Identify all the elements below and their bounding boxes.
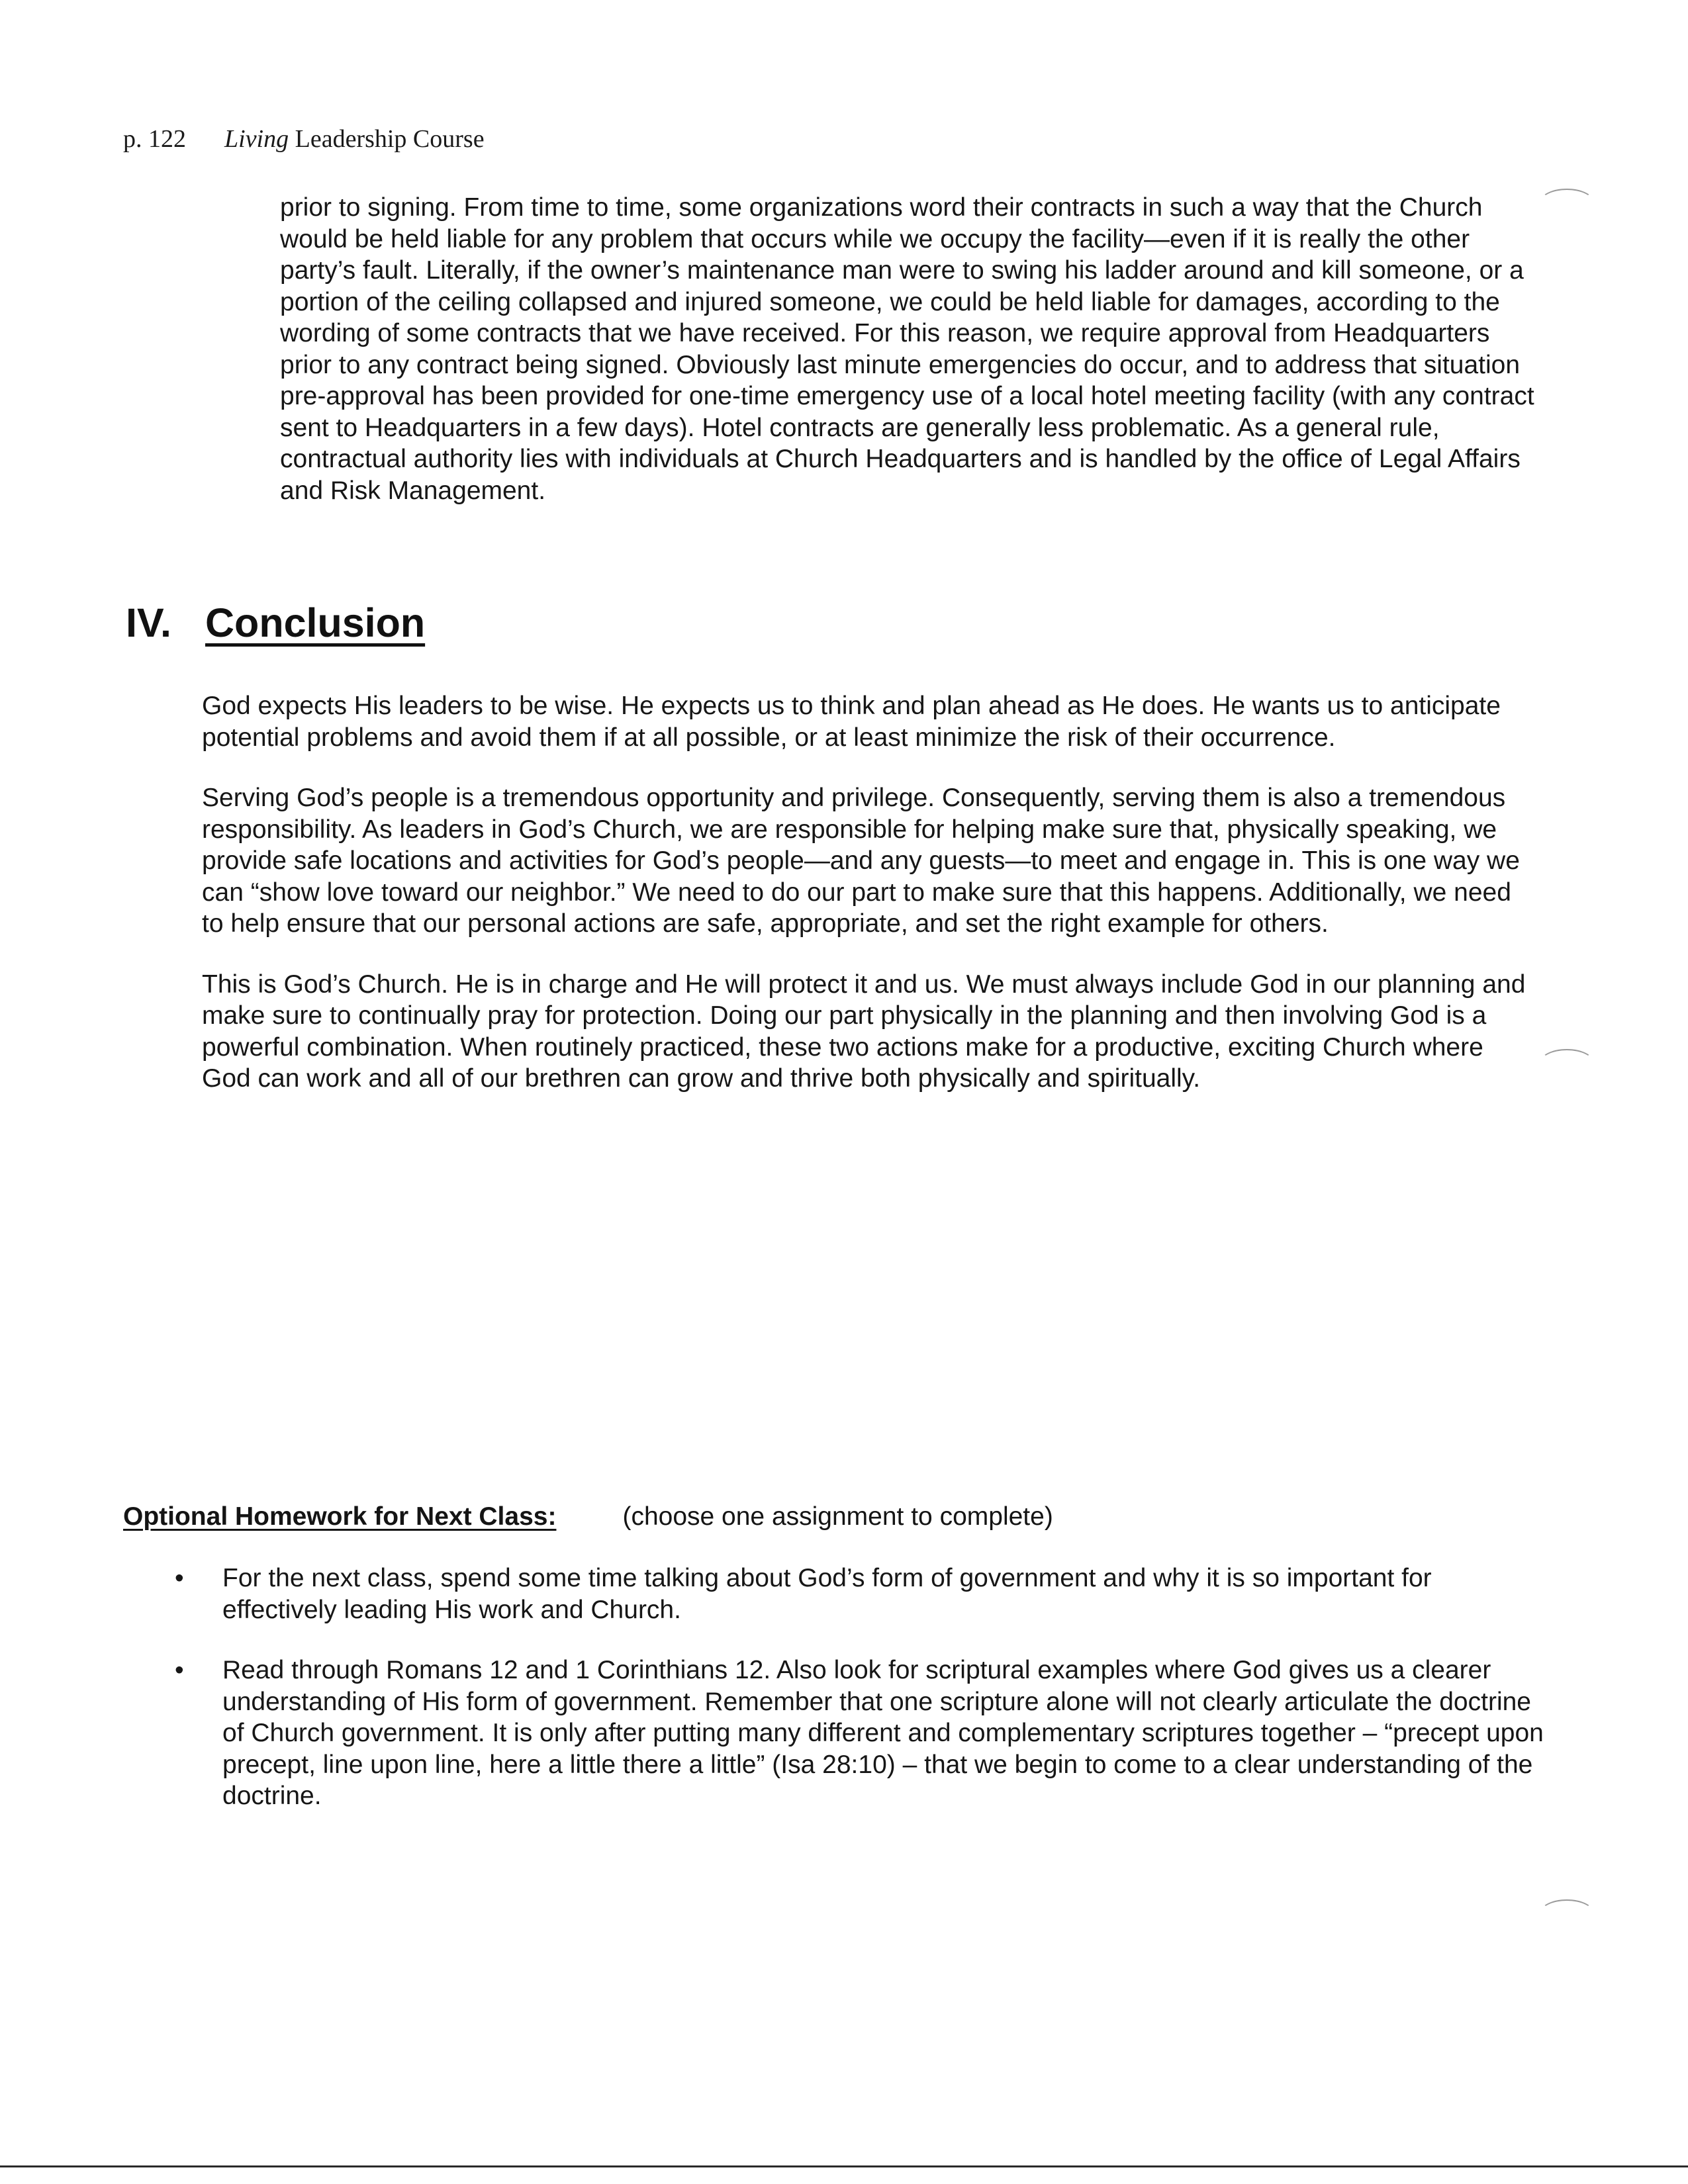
homework-title: Optional Homework for Next Class: bbox=[123, 1502, 557, 1531]
list-item bbox=[123, 1563, 1546, 1625]
homework-header bbox=[123, 1501, 1553, 1532]
footer-rule bbox=[0, 2165, 1688, 2167]
binder-hole-mark bbox=[1539, 1049, 1595, 1078]
course-title-rest: Leadership Course bbox=[289, 125, 485, 153]
page-number: p. 122 bbox=[123, 125, 186, 153]
binder-hole-mark bbox=[1539, 189, 1595, 218]
homework-list bbox=[123, 1563, 1553, 1812]
list-item bbox=[123, 1655, 1546, 1812]
section-heading bbox=[126, 600, 425, 646]
conclusion-paragraph: God expects His leaders to be wise. He expects us to think and plan ahead as He does. He wants us to anticipate potential problems and avoid them if at all possible, or at least minimize the risk of their occurrence. bbox=[202, 692, 1501, 752]
intro-paragraph: prior to signing. From time to time, some organizations word their contracts in such a way that the Church would be held liable for any problem that occurs while we occupy the facility—even if it is really the other party’s fault. Literally, if the owner’s maintenance man were to swing his ladder around and kill someone, or a portion of the ceiling collapsed and injured someone, we could be held liable for damages, according to the wording of some contracts that we have received. For this reason, we require approval from Headquarters prior to any contract being signed. Obviously last minute emergencies do occur, and to address that situation pre-approval has been provided for one-time emergency use of a local hotel meeting facility (with any contract sent to Headquarters in a few days). Hotel contracts are generally less problematic. As a general rule, contractual authority lies with individuals at Church Headquarters and is handled by the office of Legal Affairs and Risk Management. bbox=[280, 193, 1534, 505]
homework-note: (choose one assignment to complete) bbox=[622, 1502, 1053, 1531]
course-title-italic: Living bbox=[224, 125, 289, 153]
section-title: Conclusion bbox=[205, 600, 426, 645]
homework-section bbox=[123, 1501, 1553, 1841]
conclusion-paragraph: This is God’s Church. He is in charge and He will protect it and us. We must always include God in our planning and make sure to continually pray for protection. Doing our part physically in the planning and then involving God is a powerful combination. When routinely practiced, these two actions make for a productive, exciting Church where God can work and all of our brethren can grow and thrive both physically and spiritually. bbox=[202, 970, 1526, 1093]
list-item-text: For the next class, spend some time talking about God’s form of government and why it is so important for effectively leading His work and Church. bbox=[222, 1564, 1432, 1624]
binder-hole-mark bbox=[1539, 1899, 1595, 1929]
bullet-icon: • bbox=[175, 1564, 184, 1592]
page-header bbox=[123, 124, 485, 154]
conclusion-paragraph: Serving God’s people is a tremendous opportunity and privilege. Consequently, serving them is also a tremendous responsibility. As leaders in God’s Church, we are responsible for helping make sure that, physically speaking, we provide safe locations and activities for God’s people—and any guests—to meet and engage in. This is one way we can “show love toward our neighbor.” We need to do our part to make sure that this happens. Additionally, we need to help ensure that our personal actions are safe, appropriate, and set the right example for others. bbox=[202, 784, 1520, 938]
section-numeral: IV. bbox=[126, 600, 171, 645]
bullet-icon: • bbox=[175, 1656, 184, 1684]
conclusion-body bbox=[202, 690, 1539, 1124]
list-item-text: Read through Romans 12 and 1 Corinthians 12. Also look for scriptural examples where God gives us a clearer understanding of His form of government. Remember that one scripture alone will not clearly articulate the doctrine of Church government. It is only after putting many different and complementary scriptures together – “precept upon precept, line upon line, here a little there a little” (Isa 28:10) – that we begin to come to a clear understanding of the doctrine. bbox=[222, 1656, 1544, 1810]
